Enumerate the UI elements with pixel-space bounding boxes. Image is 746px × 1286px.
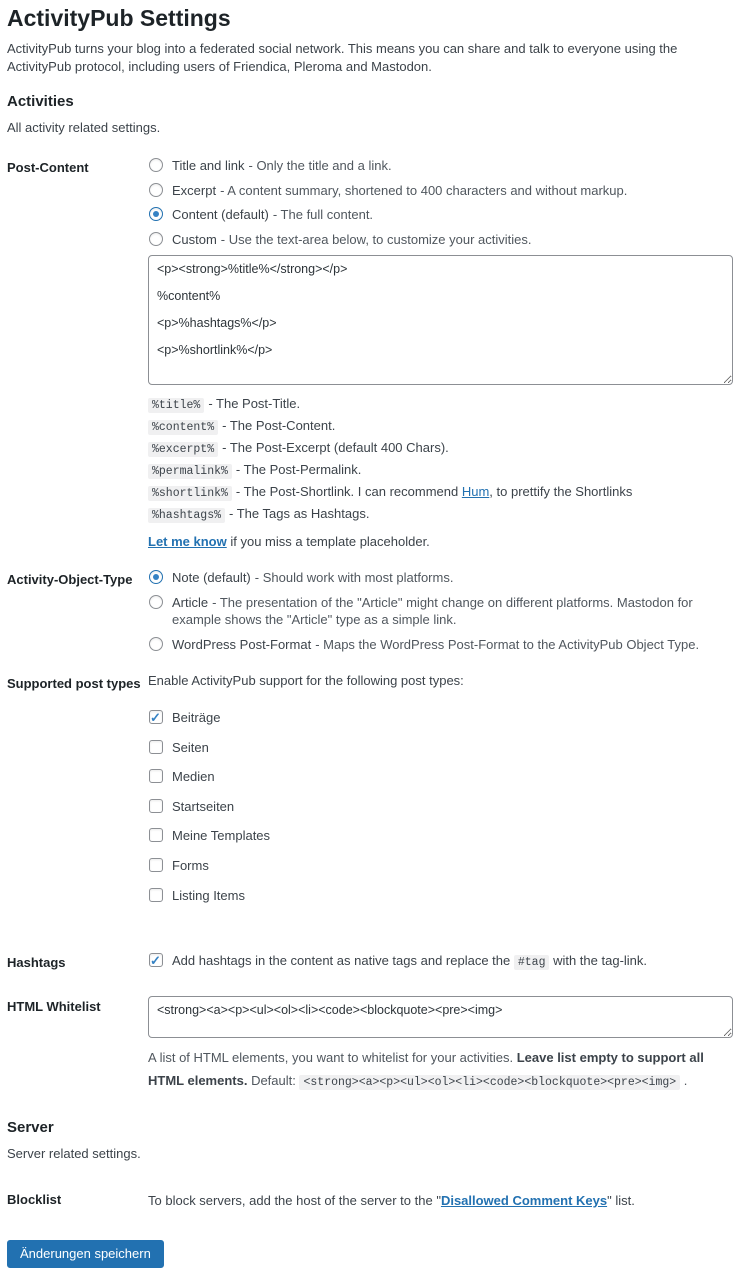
option-label[interactable]: Custom <box>172 231 217 247</box>
post-content-label: Post-Content <box>7 160 89 176</box>
checkbox[interactable] <box>149 858 163 872</box>
radio-button[interactable] <box>149 207 163 221</box>
placeholder-description: - The Post-Shortlink. I can recommend Hum, to prettify the Shortlinks <box>235 484 633 500</box>
placeholder-row <box>148 484 733 502</box>
placeholder-code: %title% <box>148 398 204 413</box>
default-whitelist-code: <strong><a><p><ul><ol><li><code><blockquote><pre><img> <box>299 1075 680 1090</box>
option-label[interactable]: Excerpt <box>172 182 217 198</box>
option-description: - Should work with most platforms. <box>254 570 454 586</box>
post-content-option-content[interactable] <box>148 206 733 224</box>
placeholder-code: %content% <box>148 420 218 435</box>
checkbox-label[interactable]: Listing Items <box>172 887 245 903</box>
post-type-startseiten[interactable] <box>148 798 733 816</box>
checkbox[interactable] <box>149 769 163 783</box>
checkbox[interactable] <box>149 953 163 967</box>
activities-section-heading: Activities <box>7 93 74 111</box>
checkbox-label[interactable]: Forms <box>172 858 209 874</box>
placeholder-code: %hashtags% <box>148 508 225 523</box>
html-whitelist-label: HTML Whitelist <box>7 999 101 1014</box>
checkbox[interactable] <box>149 710 163 724</box>
placeholder-description: - The Tags as Hashtags. <box>229 506 370 522</box>
radio-button[interactable] <box>149 637 163 651</box>
placeholder-description: - The Post-Content. <box>222 418 336 434</box>
intro-text: ActivityPub turns your blog into a federated social network. This means you can share and talk to everyone using the ActivityPub protocol, including users of Friendica, Pleroma and Mastodon. <box>7 40 678 75</box>
checkbox-label[interactable]: Startseiten <box>172 798 235 814</box>
object-type-option-note[interactable] <box>148 569 733 587</box>
post-type-seiten[interactable] <box>148 739 733 757</box>
hashtags-row <box>7 926 733 982</box>
option-label[interactable]: Note (default) <box>172 570 251 586</box>
content-template-textarea[interactable] <box>148 255 733 385</box>
blocklist-row <box>7 1173 733 1220</box>
supported-post-types-description: Enable ActivityPub support for the following post types: <box>148 673 464 689</box>
html-whitelist-textarea[interactable] <box>148 996 733 1038</box>
placeholder-row <box>148 440 733 458</box>
checkbox[interactable] <box>149 799 163 813</box>
post-content-option-custom[interactable] <box>148 231 733 249</box>
placeholder-row <box>148 396 733 414</box>
post-content-row <box>7 147 733 559</box>
post-content-option-title-and-link[interactable] <box>148 157 733 175</box>
post-type-checkbox-list <box>148 709 733 904</box>
placeholder-row <box>148 462 733 480</box>
hashtags-option-label[interactable]: Add hashtags in the content as native tags and replace the #tag with the tag-link. <box>172 953 648 970</box>
checkbox[interactable] <box>149 888 163 902</box>
server-form <box>7 1173 733 1220</box>
option-description: - The full content. <box>272 207 374 223</box>
html-whitelist-row <box>7 982 733 1103</box>
checkbox-label[interactable]: Seiten <box>172 739 209 755</box>
post-type-listing-items[interactable] <box>148 887 733 905</box>
html-whitelist-description: A list of HTML elements, you want to whitelist for your activities. Leave list empty to support all HTML elements. Default: <strong><a><p><ul><ol><li><code><blockquote><pre><img> . <box>148 1050 704 1089</box>
radio-button[interactable] <box>149 158 163 172</box>
placeholder-description: - The Post-Title. <box>208 396 301 412</box>
post-type-medien[interactable] <box>148 768 733 786</box>
placeholder-list <box>148 396 733 524</box>
server-section-description: Server related settings. <box>7 1145 141 1161</box>
post-content-option-excerpt[interactable] <box>148 182 733 200</box>
radio-button[interactable] <box>149 595 163 609</box>
server-section-heading: Server <box>7 1118 54 1136</box>
supported-post-types-row <box>7 663 733 926</box>
checkbox-label[interactable]: Meine Templates <box>172 828 271 844</box>
blocklist-description: To block servers, add the host of the server to the "Disallowed Comment Keys" list. <box>148 1192 635 1208</box>
checkbox-label[interactable]: Medien <box>172 769 215 785</box>
radio-button[interactable] <box>149 183 163 197</box>
post-type-meine-templates[interactable] <box>148 827 733 845</box>
save-changes-button[interactable]: Änderungen speichern <box>7 1240 164 1268</box>
blocklist-label: Blocklist <box>7 1191 62 1207</box>
tag-code: #tag <box>514 955 550 970</box>
option-label[interactable]: Title and link <box>172 158 245 174</box>
template-feedback-line: Let me know if you miss a template placeholder. <box>148 534 430 550</box>
post-type-beitraege[interactable] <box>148 709 733 727</box>
checkbox[interactable] <box>149 828 163 842</box>
hashtags-label: Hashtags <box>7 955 66 971</box>
option-description: - Only the title and a link. <box>248 158 392 174</box>
placeholder-code: %permalink% <box>148 464 232 479</box>
placeholder-description: - The Post-Permalink. <box>235 462 362 478</box>
option-description: - Maps the WordPress Post-Format to the ActivityPub Object Type. <box>315 636 700 652</box>
placeholder-description: - The Post-Excerpt (default 400 Chars). <box>222 440 449 456</box>
object-type-option-post-format[interactable] <box>148 636 733 654</box>
disallowed-comment-keys-link[interactable]: Disallowed Comment Keys <box>440 1192 608 1208</box>
placeholder-code: %excerpt% <box>148 442 218 457</box>
checkbox[interactable] <box>149 740 163 754</box>
checkbox-label[interactable]: Beiträge <box>172 710 221 726</box>
hum-link[interactable]: Hum <box>461 484 490 500</box>
settings-form <box>7 147 733 1103</box>
supported-post-types-label: Supported post types <box>7 676 141 692</box>
option-description: - The presentation of the "Article" might change on different platforms. Mastodon for example shows the "Article" type as a simple link. <box>172 594 693 628</box>
activity-object-type-label: Activity-Object-Type <box>7 572 133 588</box>
placeholder-row <box>148 506 733 524</box>
radio-button[interactable] <box>149 232 163 246</box>
radio-button[interactable] <box>149 570 163 584</box>
option-description: - A content summary, shortened to 400 characters and without markup. <box>220 182 628 198</box>
option-description: - Use the text-area below, to customize your activities. <box>220 231 532 247</box>
placeholder-code: %shortlink% <box>148 486 232 501</box>
placeholder-row <box>148 418 733 436</box>
activities-section-description: All activity related settings. <box>7 120 161 136</box>
page-title: ActivityPub Settings <box>7 5 231 31</box>
post-type-forms[interactable] <box>148 857 733 875</box>
option-label[interactable]: WordPress Post-Format <box>172 636 312 652</box>
let-me-know-link[interactable]: Let me know <box>148 534 227 550</box>
option-label[interactable]: Content (default) <box>172 207 269 223</box>
object-type-option-article[interactable] <box>148 594 733 629</box>
option-label[interactable]: Article <box>172 594 209 610</box>
activity-object-type-row <box>7 559 733 663</box>
hashtags-option[interactable] <box>148 952 733 971</box>
